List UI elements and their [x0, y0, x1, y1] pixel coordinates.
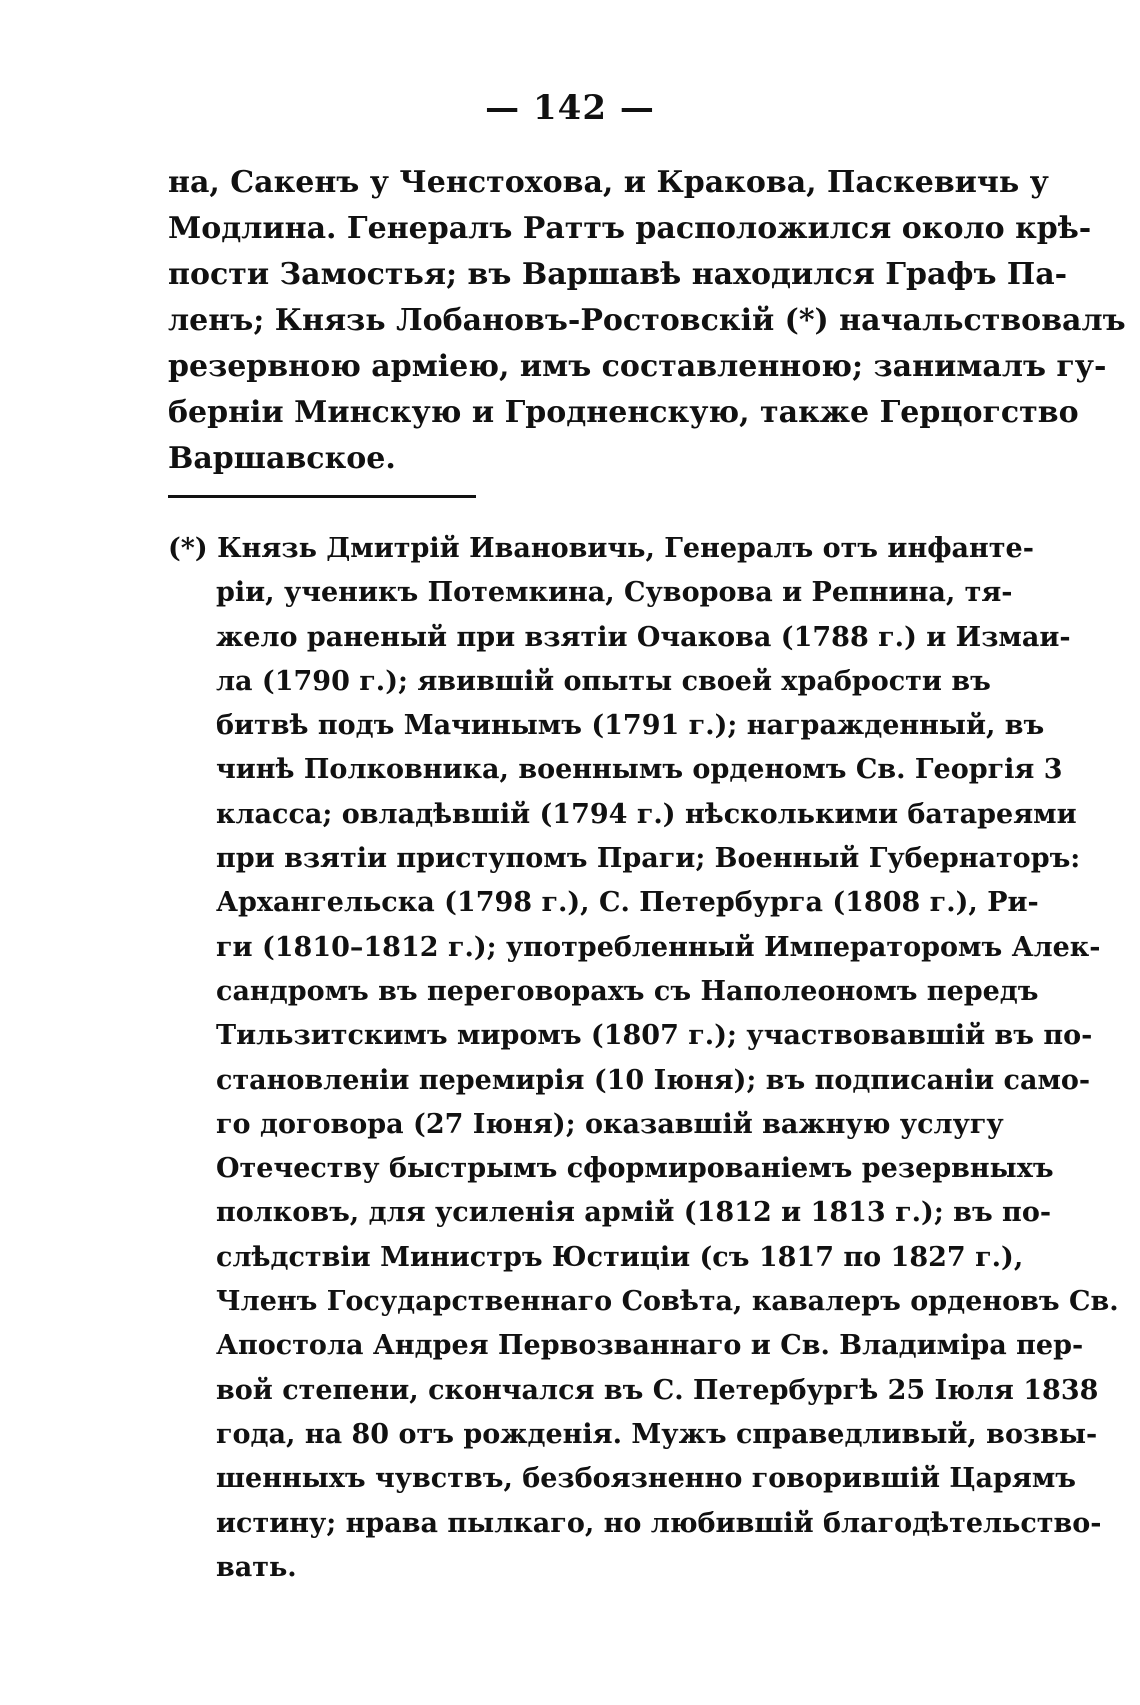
footnote-line: ла (1790 г.); явившій опыты своей храбрости въ [216, 665, 991, 697]
main-text-line: берніи Минскую и Гродненскую, также Герцогство [168, 395, 1079, 430]
footnote-line: при взятіи приступомъ Праги; Военный Губернаторъ: [216, 843, 1081, 875]
footnote-line: ги (1810–1812 г.); употребленный Императоромъ Алек- [216, 931, 1101, 963]
main-text-block [168, 160, 1126, 482]
footnote-line: становленіи перемирія (10 Іюня); въ подписаніи само- [216, 1064, 1091, 1096]
footnote-line: Тильзитскимъ миромъ (1807 г.); участвовавшій въ по- [216, 1020, 1093, 1052]
main-text-line: Варшавское. [168, 441, 396, 476]
footnote-line: истину; нрава пылкаго, но любившій благодѣтельство- [216, 1507, 1102, 1539]
main-text-line: резервною арміею, имъ составленною; занималъ гу- [168, 349, 1107, 384]
footnote-line: шенныхъ чувствъ, безбоязненно говорившій Царямъ [216, 1463, 1076, 1495]
footnote-line: ріи, ученикъ Потемкина, Суворова и Репнина, тя- [216, 577, 1013, 609]
footnote-block [168, 527, 1119, 1590]
footnote-line: года, на 80 отъ рожденія. Мужъ справедливый, возвы- [216, 1418, 1098, 1450]
footnote-line: Отечеству быстрымъ сформированіемъ резервныхъ [216, 1153, 1054, 1185]
footnote-line: Апостола Андрея Первозваннаго и Св. Владиміра пер- [216, 1330, 1084, 1362]
footnote-line: класса; овладѣвшій (1794 г.) нѣсколькими батареями [216, 798, 1077, 830]
main-text-line: ленъ; Князь Лобановъ-Ростовскій (*) начальствовалъ [168, 303, 1126, 338]
footnote-line: сандромъ въ переговорахъ съ Наполеономъ передъ [216, 975, 1039, 1007]
footnote-separator-rule [168, 495, 476, 498]
footnote-line: вой степени, скончался въ С. Петербургѣ 25 Іюля 1838 [216, 1374, 1099, 1406]
footnote-line: жело раненый при взятіи Очакова (1788 г.) и Измаи- [216, 621, 1071, 653]
footnote-line: (*) Князь Дмитрій Ивановичь, Генералъ отъ инфанте- [168, 533, 1034, 564]
page-number: — 142 — [485, 88, 655, 128]
footnote-line: слѣдствіи Министръ Юстиціи (съ 1817 по 1827 г.), [216, 1241, 1024, 1273]
footnote-line: го договора (27 Іюня); оказавшій важную услугу [216, 1108, 1004, 1140]
main-text-line: на, Сакенъ у Ченстохова, и Кракова, Паскевичь у [168, 165, 1049, 200]
main-text-line: пости Замостья; въ Варшавѣ находился Графъ Па- [168, 257, 1068, 292]
footnote-line: чинѣ Полковника, военнымъ орденомъ Св. Георгія 3 [216, 754, 1063, 786]
footnote-line: полковъ, для усиленія армій (1812 и 1813 г.); въ по- [216, 1197, 1052, 1229]
footnote-line: Архангельска (1798 г.), С. Петербурга (1808 г.), Ри- [216, 887, 1039, 919]
footnote-line: Членъ Государственнаго Совѣта, кавалеръ орденовъ Св. [216, 1286, 1119, 1318]
main-text-line: Модлина. Генералъ Раттъ расположился около крѣ- [168, 211, 1092, 246]
footnote-line: битвѣ подъ Мачинымъ (1791 г.); награжденный, въ [216, 710, 1045, 742]
footnote-line: вать. [216, 1551, 297, 1583]
